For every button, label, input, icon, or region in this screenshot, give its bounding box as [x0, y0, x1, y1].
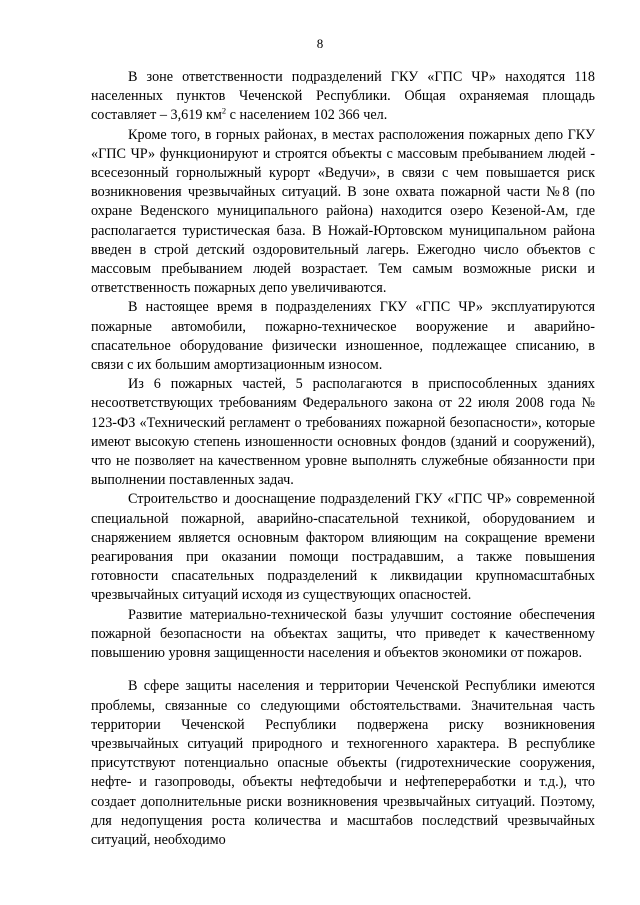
paragraph-area-text: В зоне ответственности подразделений ГКУ «ГПС ЧР» находятся 118 населенных пунктов Чеченской Республики. Общая охраняемая площадь составляет – 3,619 км [91, 69, 595, 124]
paragraph-material-base: Развитие материально-технической базы улучшит состояние обеспечения пожарной безопасности на объектах защиты, что приведет к качественному повышению уровня защищенности населения и объектов экономики от пожаров. [91, 606, 595, 662]
paragraph-mountain-risks: Кроме того, в горных районах, в местах расположения пожарных депо ГКУ «ГПС ЧР» функционируют и строятся объекты с массовым пребыванием людей - всесезонный горнолыжный курорт «Ведучи», в связи с чем повышается риск возникновения чрезвычайных ситуаций. В зоне охвата пожарной части №8 (по охране Веденского муниципального района) находится озеро Кезеной-Ам, где располагается туристическая база. В Ножай-Юртовском муниципальном района введен в строй детский оздоровительный лагерь. Ежегодно число объектов с массовым пребыванием людей возрастает. Тем самым возможные риски и ответственность пожарных депо увеличиваются. [91, 126, 595, 297]
paragraph-population-protection: В сфере защиты населения и территории Чеченской Республики имеются проблемы, связанные со следующими обстоятельствами. Значительная часть территории Чеченской Республики подвержена риску возникновения чрезвычайных ситуаций природного и техногенного характера. В республике присутствуют потенциально опасные объекты (гидротехнические сооружения, нефте- и газопроводы, объекты нефтедобычи и нефтепереработки и т.д.), что создает дополнительные риски возникновения чрезвычайных ситуаций. Поэтому, для недопущения роста количества и масштабов последствий чрезвычайных ситуаций, необходимо [91, 678, 595, 848]
page-number: 8 [316, 36, 324, 51]
document-body [91, 68, 595, 850]
area-unit-superscript: 2 [221, 105, 227, 116]
paragraph-equipment-wear: В настоящее время в подразделениях ГКУ «ГПС ЧР» эксплуатируются пожарные автомобили, пожарно-техническое вооружение и аварийно-спасательное оборудование физически изношенное, подлежащее списанию, в связи с их большим амортизационным износом. [91, 299, 595, 374]
paragraph-area-tail: с населением 102 366 чел. [226, 107, 388, 124]
paragraph-area [91, 68, 595, 126]
paragraph-buildings: Из 6 пожарных частей, 5 располагаются в приспособленных зданиях несоответствующих требованиям Федерального закона от 22 июля 2008 года № 123-ФЗ «Технический регламент о требованиях пожарной безопасности», которые имеют высокую степень изношенности основных фондов (зданий и сооружений), что не позволяет на качественном уровне выполнять служебные обязанности при выполнении поставленных задач. [91, 376, 595, 489]
paragraph-construction: Строительство и дооснащение подразделений ГКУ «ГПС ЧР» современной специальной пожарной, аварийно-спасательной техникой, оборудованием и снаряжением является основным фактором влияющим на сокращение времени реагирования при оказании помощи пострадавшим, а также повышения готовности спасательных подразделений к ликвидации крупномасштабных чрезвычайных ситуаций исходя из существующих опасностей. [91, 491, 595, 604]
